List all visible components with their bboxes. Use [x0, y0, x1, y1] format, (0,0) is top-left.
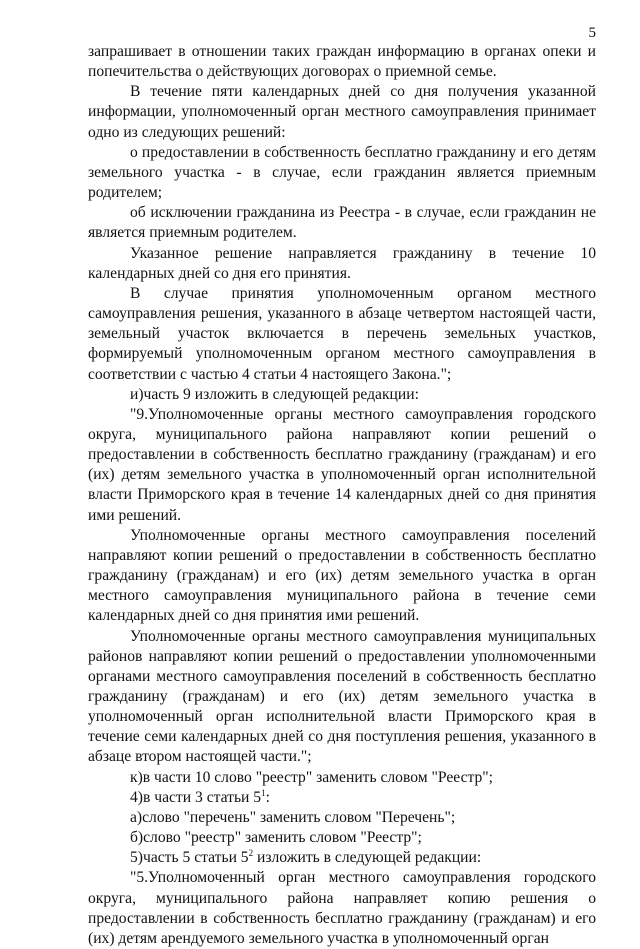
- paragraph: и)часть 9 изложить в следующей редакции:: [130, 385, 419, 403]
- document-body: [88, 42, 596, 949]
- paragraph: [88, 788, 596, 808]
- superscript: 2: [248, 848, 254, 859]
- paragraph: Уполномоченные органы местного самоуправления муниципальных районов направляют копии решений о предоставлении уполномоченными органами местного самоуправления поселений в собственность бесплатно гражданину (гражданам) и его (их) детям земельного участка в уполномоченный орган исполнительной власти Приморского края в течение семи календарных дней со дня поступления решения, указанного в абзаце втором настоящей части.";: [88, 627, 596, 766]
- paragraph: [88, 848, 596, 868]
- paragraph: Уполномоченные органы местного самоуправления поселений направляют копии решений о предоставлении в собственность бесплатно гражданину (гражданам) и его (их) детям земельного участка в орган местного самоуправления муниципального района в течение семи календарных дней со дня принятия ими решений.: [88, 526, 596, 625]
- superscript: 1: [261, 787, 266, 798]
- paragraph-text: 5)часть 5 статьи 5: [130, 849, 249, 867]
- paragraph-text-tail: изложить в следующей редакции:: [253, 849, 482, 867]
- paragraph: б)слово "реестр" заменить словом "Реестр";: [130, 829, 422, 847]
- paragraph: об исключении гражданина из Реестра - в случае, если гражданин не является приемным родителем.: [88, 204, 596, 242]
- paragraph: а)слово "перечень" заменить словом "Перечень";: [130, 808, 456, 826]
- paragraph: к)в части 10 слово "реестр" заменить словом "Реестр";: [130, 768, 493, 786]
- paragraph-text-tail: :: [265, 788, 270, 806]
- paragraph: Указанное решение направляется гражданину в течение 10 календарных дней со дня его принятия.: [88, 244, 596, 282]
- paragraph: В случае принятия уполномоченным органом местного самоуправления решения, указанного в абзаце четвертом настоящей части, земельный участок включается в перечень земельных участков, формируемый уполномоченным органом местного самоуправления в соответствии с частью 4 статьи 4 настоящего Закона.";: [88, 284, 596, 383]
- page-number: 5: [588, 25, 596, 41]
- paragraph: В течение пяти календарных дней со дня получения указанной информации, уполномоченный орган местного самоуправления принимает одно из следующих решений:: [88, 83, 596, 141]
- paragraph: "5.Уполномоченный орган местного самоуправления городского округа, муниципального района направляет копию решения о предоставлении в собственность бесплатно гражданину (гражданам) и его (их) детям арендуемого земельного участка в уполномоченный орган: [88, 869, 596, 947]
- paragraph-text: 4)в части 3 статьи 5: [130, 788, 262, 806]
- paragraph: запрашивает в отношении таких граждан информацию в органах опеки и попечительства о действующих договорах о приемной семье.: [88, 43, 596, 81]
- paragraph: о предоставлении в собственность бесплатно гражданину и его детям земельного участка - в случае, если гражданин является приемным родителем;: [88, 143, 596, 202]
- paragraph: "9.Уполномоченные органы местного самоуправления городского округа, муниципального района направляют копии решений о предоставлении в собственность бесплатно гражданину (гражданам) и его (их) детям земельного участка в уполномоченный орган исполнительной власти Приморского края в течение 14 календарных дней со дня принятия ими решений.: [88, 405, 596, 524]
